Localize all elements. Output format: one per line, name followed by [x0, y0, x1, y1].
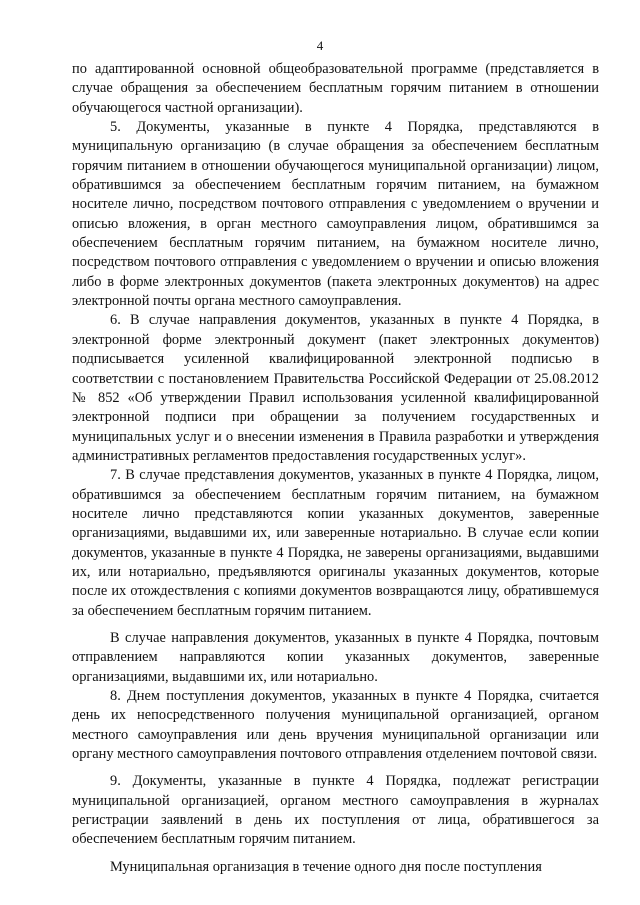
page-number: 4	[316, 38, 324, 53]
paragraph-item-7-postal: В случае направления документов, указанных в пункте 4 Порядка, почтовым отправлением направляются копии указанных документов, заверенные организациями, выдавшими их, или нотариально.	[72, 629, 599, 685]
paragraph-continuation: по адаптированной основной общеобразовательной программе (представляется в случае обращения за обеспечением бесплатным горячим питанием в отношении обучающегося частной организации).	[72, 61, 599, 116]
paragraph-item-9: 9. Документы, указанные в пункте 4 Порядка, подлежат регистрации муниципальной организацией, органом местного самоуправления в журналах регистрации заявлений в день их поступления от лица, обратившегося за обеспечением бесплатным горячим питанием.	[72, 773, 599, 848]
paragraph-next-start: Муниципальная организация в течение одного дня после поступления	[110, 858, 542, 875]
paragraph-item-6: 6. В случае направления документов, указанных в пункте 4 Порядка, в электронной форме электронный документ (пакет электронных документов) подписывается усиленной квалифицированной электронной подписью в соответствии с постановлением Правительства Российской Федерации от 25.08.2012 № 852 «Об утверждении Правил использования усиленной квалифицированной электронной подписи при обращении за получением государственных и муниципальных услуг и о внесении изменения в Правила разработки и утверждения административных регламентов предоставления государственных услуг».	[72, 312, 599, 464]
paragraph-item-7: 7. В случае представления документов, указанных в пункте 4 Порядка, лицом, обратившимся за обеспечением бесплатным горячим питанием, на бумажном носителе лично представляются копии указанных документов, заверенные организациями, выдавшими их, или заверенные нотариально. В случае если копии документов, указанные в пункте 4 Порядка, не заверены организациями, выдавшими их, или нотариально, предъявляются оригиналы указанных документов, которые после их отождествления с копиями документов возвращаются лицу, обратившемуся за обеспечением бесплатным горячим питанием.	[72, 467, 599, 619]
paragraph-item-5: 5. Документы, указанные в пункте 4 Порядка, представляются в муниципальную организацию (в случае обращения за обеспечением бесплатным горячим питанием в отношении обучающегося муниципальной организации) лицом, обратившимся за обеспечением бесплатным горячим питанием, на бумажном носителе лично, посредством почтового отправления с уведомлением о вручении и описью вложения, в орган местного самоуправления лицом, обратившимся за обеспечением бесплатным горячим питанием, на бумажном носителе лично, посредством почтового отправления с уведомлением о вручении и описью вложения либо в форме электронных документов (пакета электронных документов) на адрес электронной почты органа местного самоуправления.	[72, 119, 599, 310]
paragraph-item-8: 8. Днем поступления документов, указанных в пункте 4 Порядка, считается день их непосредственного получения муниципальной организацией, органом местного самоуправления или день вручения муниципальной организации или органу местного самоуправления почтового отправления отделением почтовой связи.	[72, 688, 599, 763]
document-body	[72, 60, 599, 877]
